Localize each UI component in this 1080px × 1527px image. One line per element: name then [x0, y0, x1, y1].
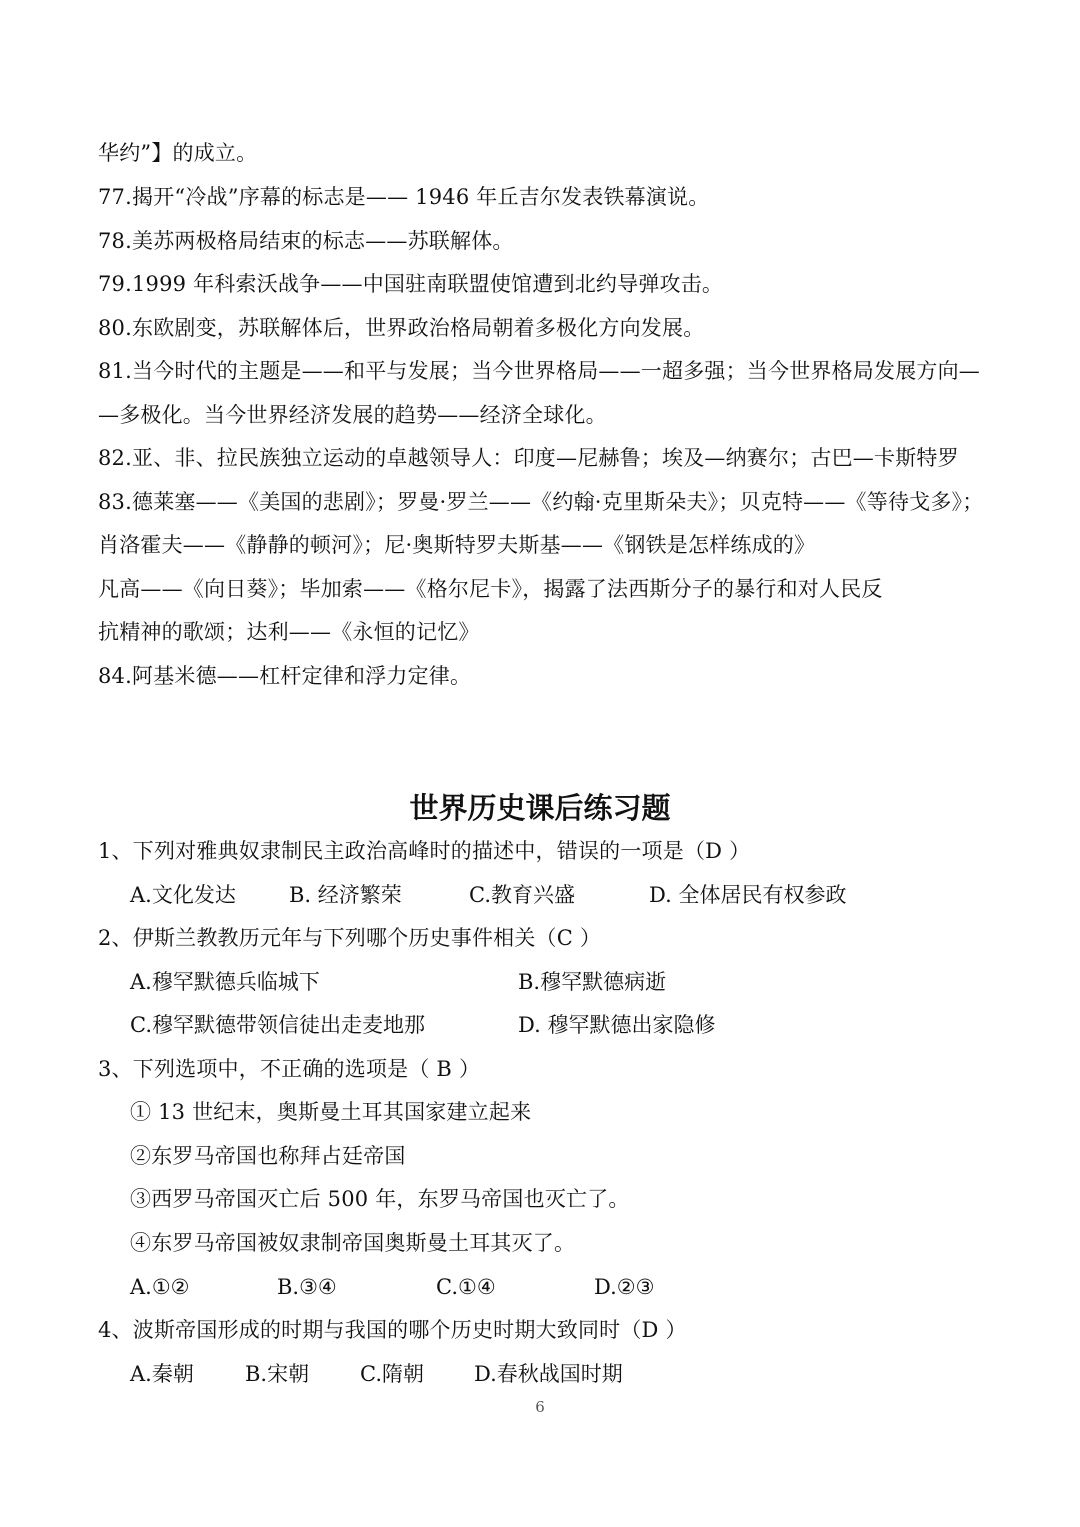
question-3-option-b: B.③④ [277, 1275, 337, 1299]
note-83-cont: 凡高——《向日葵》；毕加索——《格尔尼卡》，揭露了法西斯分子的暴行和对人民反 [98, 577, 883, 601]
question-1-option-a: A.文化发达 [130, 883, 236, 907]
note-80: 80.东欧剧变，苏联解体后，世界政治格局朝着多极化方向发展。 [98, 316, 705, 340]
note-81-cont: —多极化。当今世界经济发展的趋势——经济全球化。 [98, 403, 607, 427]
note-79: 79.1999 年科索沃战争——中国驻南联盟使馆遭到北约导弹攻击。 [98, 272, 724, 296]
question-3-stem: 3、下列选项中，不正确的选项是（ B ） [98, 1057, 481, 1081]
question-3-statement: ②东罗马帝国也称拜占廷帝国 [130, 1144, 406, 1168]
note-83-cont: 肖洛霍夫——《静静的顿河》；尼·奥斯特罗夫斯基——《钢铁是怎样练成的》 [98, 533, 816, 557]
question-1-option-d: D. 全体居民有权参政 [649, 883, 847, 907]
question-2-option-a: A.穆罕默德兵临城下 [130, 970, 320, 994]
question-4-option-c: C.隋朝 [360, 1362, 424, 1386]
question-3-statement: ① 13 世纪末，奥斯曼土耳其国家建立起来 [130, 1100, 532, 1124]
question-4-option-b: B.宋朝 [245, 1362, 310, 1386]
note-78: 78.美苏两极格局结束的标志——苏联解体。 [98, 229, 514, 253]
note-77: 77.揭开“冷战”序幕的标志是—— 1946 年丘吉尔发表铁幕演说。 [98, 185, 710, 209]
question-4-stem: 4、波斯帝国形成的时期与我国的哪个历史时期大致同时（D ） [98, 1318, 687, 1342]
note-83-cont: 抗精神的歌颂；达利——《永恒的记忆》 [98, 620, 480, 644]
question-3-option-a: A.①② [130, 1275, 190, 1299]
question-1-option-c: C.教育兴盛 [469, 883, 575, 907]
question-2-option-c: C.穆罕默德带领信徒出走麦地那 [130, 1013, 425, 1037]
question-2-option-d: D. 穆罕默德出家隐修 [518, 1013, 716, 1037]
note-line: 华约”】的成立。 [98, 141, 258, 165]
question-4-option-d: D.春秋战国时期 [474, 1362, 623, 1386]
note-82: 82.亚、非、拉民族独立运动的卓越领导人：印度—尼赫鲁；埃及—纳赛尔；古巴—卡斯特罗 [98, 446, 959, 470]
question-3-statement: ③西罗马帝国灭亡后 500 年，东罗马帝国也灭亡了。 [130, 1187, 630, 1211]
question-3-option-d: D.②③ [594, 1275, 655, 1299]
question-2-stem: 2、伊斯兰教教历元年与下列哪个历史事件相关（C ） [98, 926, 602, 950]
note-83: 83.德莱塞——《美国的悲剧》；罗曼·罗兰——《约翰·克里斯朵夫》；贝克特——《等待戈多》； [98, 490, 984, 514]
question-4-option-a: A.秦朝 [130, 1362, 194, 1386]
note-84: 84.阿基米德——杠杆定律和浮力定律。 [98, 664, 472, 688]
question-2-option-b: B.穆罕默德病逝 [518, 970, 667, 994]
page-number: 6 [535, 1398, 545, 1416]
exercise-title: 世界历史课后练习题 [409, 791, 671, 825]
question-3-statement: ④东罗马帝国被奴隶制帝国奥斯曼土耳其灭了。 [130, 1231, 576, 1255]
question-3-option-c: C.①④ [436, 1275, 496, 1299]
question-1-stem: 1、下列对雅典奴隶制民主政治高峰时的描述中，错误的一项是（D ） [98, 839, 751, 863]
question-1-option-b: B. 经济繁荣 [289, 883, 402, 907]
note-81: 81.当今时代的主题是——和平与发展；当今世界格局——一超多强；当今世界格局发展方向— [98, 359, 980, 383]
